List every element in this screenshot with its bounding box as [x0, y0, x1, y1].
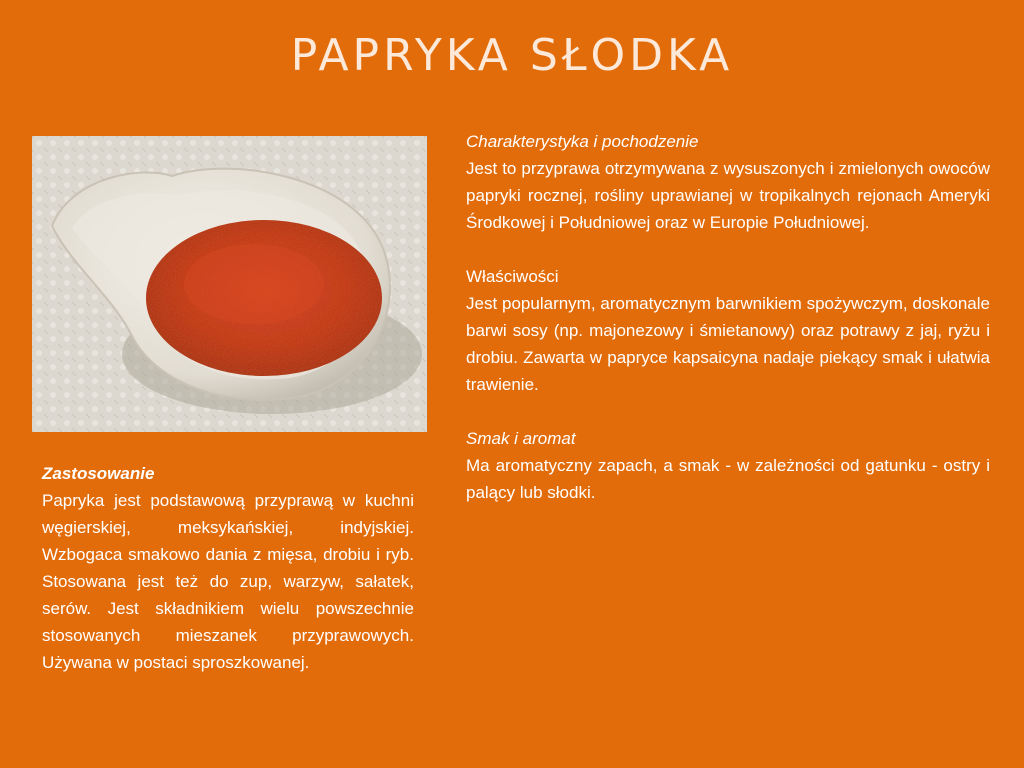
slide-title: PAPRYKA SŁODKA — [290, 30, 734, 81]
wlasciwosci-text: Jest popularnym, aromatycznym barwnikiem spożywczym, doskonale barwi sosy (np. majonezowy i śmietanowy) oraz potrawy z jaj, ryżu i drobiu. Zawarta w papryce kapsaicyna nadaje piekący smak i ułatwia trawienie. — [466, 294, 990, 394]
charakterystyka-text: Jest to przyprawa otrzymywana z wysuszonych i zmielonych owoców papryki rocznej, rośliny uprawianej w tropikalnych rejonach Ameryki Środkowej i Południowej oraz w Europie Południowej. — [466, 159, 990, 232]
zastosowanie-text: Papryka jest podstawową przyprawą w kuchni węgierskiej, meksykańskiej, indyjskiej. Wzbogaca smakowo dania z mięsa, drobiu i ryb. Stosowana jest też do zup, warzyw, sałatek, serów. Jest składnikiem wielu powszechnie stosowanych mieszanek przyprawowych. Używana w postaci sproszkowanej. — [42, 491, 414, 672]
wlasciwosci-heading: Właściwości — [466, 267, 559, 286]
zastosowanie-section — [42, 460, 414, 676]
smak-heading: Smak i aromat — [466, 429, 576, 448]
paprika-powder-bowl-photo — [32, 136, 427, 432]
paprika-photo — [32, 136, 427, 432]
charakterystyka-heading: Charakterystyka i pochodzenie — [466, 132, 699, 151]
section-spacer — [466, 398, 990, 425]
zastosowanie-heading: Zastosowanie — [42, 464, 155, 483]
right-column — [466, 128, 990, 506]
section-spacer — [466, 236, 990, 263]
smak-text: Ma aromatyczny zapach, a smak - w zależności od gatunku - ostry i palący lub słodki. — [466, 456, 990, 502]
